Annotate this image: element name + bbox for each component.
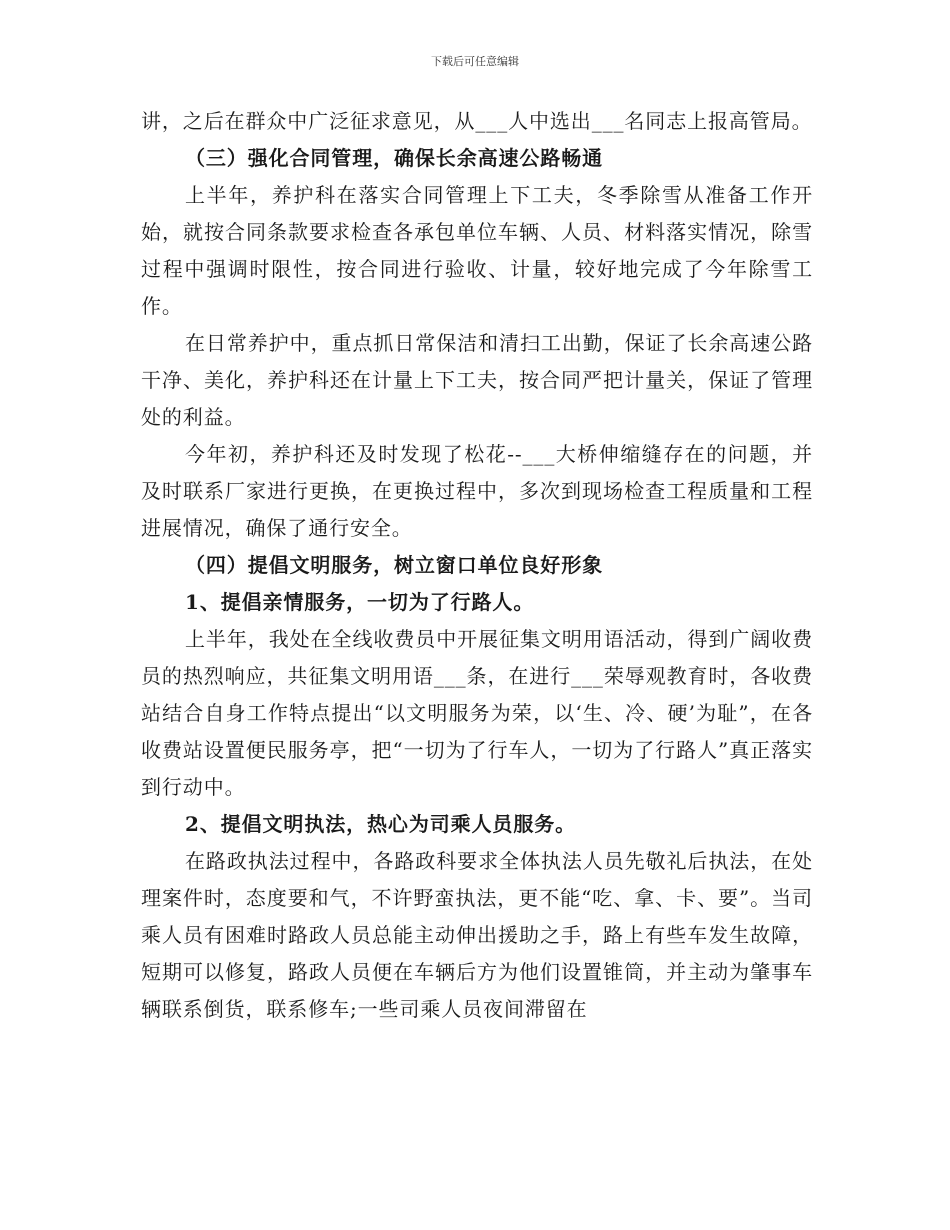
paragraph-contract-management: 上半年，养护科在落实合同管理上下工夫，冬季除雪从准备工作开始，就按合同条款要求检查各承包单位车辆、人员、材料落实情况，除雪过程中强调时限性，按合同进行验收、计量，较好地完成了今年除雪工作。 [141,183,813,318]
paragraph-continuation: 讲，之后在群众中广泛征求意见，从___人中选出___名同志上报高管局。 [141,109,813,133]
paragraph-bridge-repair: 今年初，养护科还及时发现了松花--___大桥伸缩缝存在的问题，并及时联系厂家进行更换，在更换过程中，多次到现场检查工程质量和工程进展情况，确保了通行安全。 [141,442,813,540]
section-heading-4: （四）提倡文明服务，树立窗口单位良好形象 [185,553,603,577]
paragraph-civil-service: 上半年，我处在全线收费员中开展征集文明用语活动，得到广阔收费员的热烈响应，共征集文明用语___条，在进行___荣辱观教育时，各收费站结合自身工作特点提出“以文明服务为荣，以‘生、冷、硬’为耻”，在各收费站设置便民服务亭，把“一切为了行车人，一切为了行路人”真正落实到行动中。 [141,627,813,799]
document-body [141,103,813,1028]
section-heading-3: （三）强化合同管理，确保长余高速公路畅通 [185,146,603,170]
subheading-2: 2、提倡文明执法，热心为司乘人员服务。 [185,812,577,836]
paragraph-law-enforcement: 在路政执法过程中，各路政科要求全体执法人员先敬礼后执法，在处理案件时，态度要和气，不许野蛮执法，更不能“吃、拿、卡、要”。当司乘人员有困难时路政人员总能主动伸出援助之手，路上有些车发生故障，短期可以修复，路政人员便在车辆后方为他们设置锥筒，并主动为肇事车辆联系倒货，联系修车;一些司乘人员夜间滞留在 [141,849,813,1021]
page-header: 下载后可任意编辑 [431,55,519,68]
subheading-1: 1、提倡亲情服务，一切为了行路人。 [185,590,535,614]
paragraph-daily-maintenance: 在日常养护中，重点抓日常保洁和清扫工出勤，保证了长余高速公路干净、美化，养护科还在计量上下工夫，按合同严把计量关，保证了管理处的利益。 [141,331,813,429]
